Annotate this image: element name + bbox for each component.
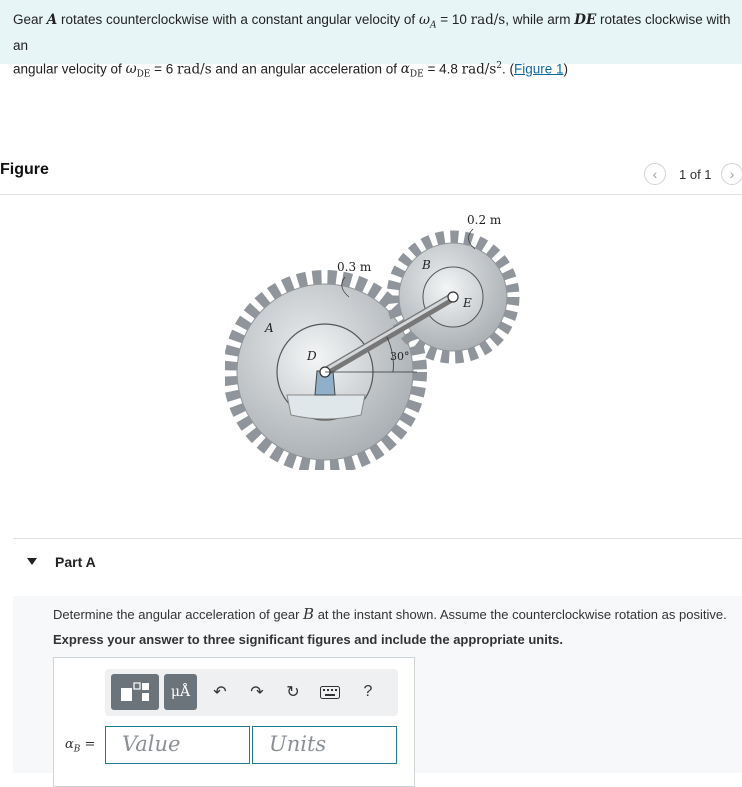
problem-text: )	[563, 61, 569, 77]
help-button[interactable]: ?	[363, 683, 373, 700]
answer-label	[65, 737, 95, 755]
answer-subscript: B	[73, 744, 81, 755]
question-post: at the instant shown. Assume the counterclockwise rotation as positive.	[314, 607, 727, 622]
pin-e	[448, 292, 458, 302]
chevron-left-icon[interactable]: ‹	[644, 163, 666, 185]
dim-0-3: 0.3 m	[337, 260, 372, 274]
dim-0-2: 0.2 m	[467, 213, 502, 227]
part-a-title[interactable]: Part A	[55, 554, 96, 570]
figure-divider	[0, 194, 742, 195]
keyboard-glyph	[320, 686, 340, 699]
units-button[interactable]: μÅ	[164, 674, 197, 710]
answer-symbol: α	[65, 737, 74, 752]
problem-text: and an angular acceleration of	[211, 61, 401, 77]
omega-subscript: A	[429, 20, 437, 31]
omega-subscript: DE	[136, 69, 151, 80]
templates-glyph	[118, 680, 152, 704]
question-pre: Determine the angular acceleration of gear	[53, 607, 304, 622]
problem-text: = 4.8	[423, 61, 462, 77]
chevron-right-icon[interactable]: ›	[721, 163, 742, 185]
instruction-text: Express your answer to three significant figures and include the appropriate units.	[53, 632, 563, 647]
gear-diagram	[225, 205, 525, 470]
problem-text: = 10	[436, 12, 471, 27]
question-variable: B	[303, 605, 315, 623]
problem-text: Gear	[13, 12, 47, 27]
gear-figure	[225, 205, 525, 470]
label-d: D	[307, 349, 317, 363]
answer-equals: =	[80, 737, 96, 752]
label-b: B	[422, 258, 431, 272]
value-input[interactable]: Value	[105, 726, 250, 764]
alpha-subscript: DE	[409, 69, 424, 80]
units-input[interactable]: Units	[252, 726, 397, 764]
label-a: A	[265, 321, 274, 335]
unit-rad-s: rad/s	[177, 61, 212, 78]
keyboard-icon[interactable]	[319, 681, 341, 703]
unit-rad-s2: rad/s	[461, 61, 497, 78]
omega-de	[125, 61, 151, 80]
omega-symbol: ω	[418, 12, 430, 28]
templates-icon[interactable]	[111, 674, 159, 710]
problem-text: angular velocity of	[13, 61, 126, 77]
figure-pager: 1 of 1	[679, 167, 712, 182]
problem-text: . (	[501, 61, 514, 77]
caret-down-icon[interactable]	[27, 558, 37, 565]
figure-title: Figure	[0, 161, 49, 178]
angle-label: 30°	[390, 350, 410, 363]
problem-line-1	[13, 10, 742, 56]
problem-line-2	[13, 56, 742, 85]
math-toolbar	[105, 669, 398, 716]
arm-symbol: DE	[574, 12, 597, 28]
unit-rad-s: rad/s	[470, 12, 506, 28]
alpha-symbol: α	[400, 61, 410, 78]
figure-link[interactable]: Figure 1	[513, 61, 564, 77]
omega-a	[418, 12, 437, 31]
part-a-header[interactable]	[13, 539, 742, 596]
omega-symbol: ω	[125, 61, 137, 78]
problem-text: rotates counterclockwise with a constant angular velocity of	[57, 12, 419, 27]
label-e: E	[463, 296, 472, 310]
problem-text: rotates clockwise with an	[13, 12, 731, 53]
reset-icon[interactable]: ↻	[286, 684, 300, 701]
redo-icon[interactable]: ↷	[250, 684, 264, 701]
problem-text: , while arm	[505, 12, 575, 27]
gear-a-symbol: A	[46, 12, 58, 28]
problem-text: = 6	[150, 61, 178, 77]
undo-icon[interactable]: ↶	[213, 684, 227, 701]
problem-statement	[0, 0, 742, 80]
question-text	[53, 605, 727, 623]
alpha-de	[400, 61, 424, 80]
exponent: 2	[496, 60, 502, 71]
support-base	[287, 395, 365, 419]
